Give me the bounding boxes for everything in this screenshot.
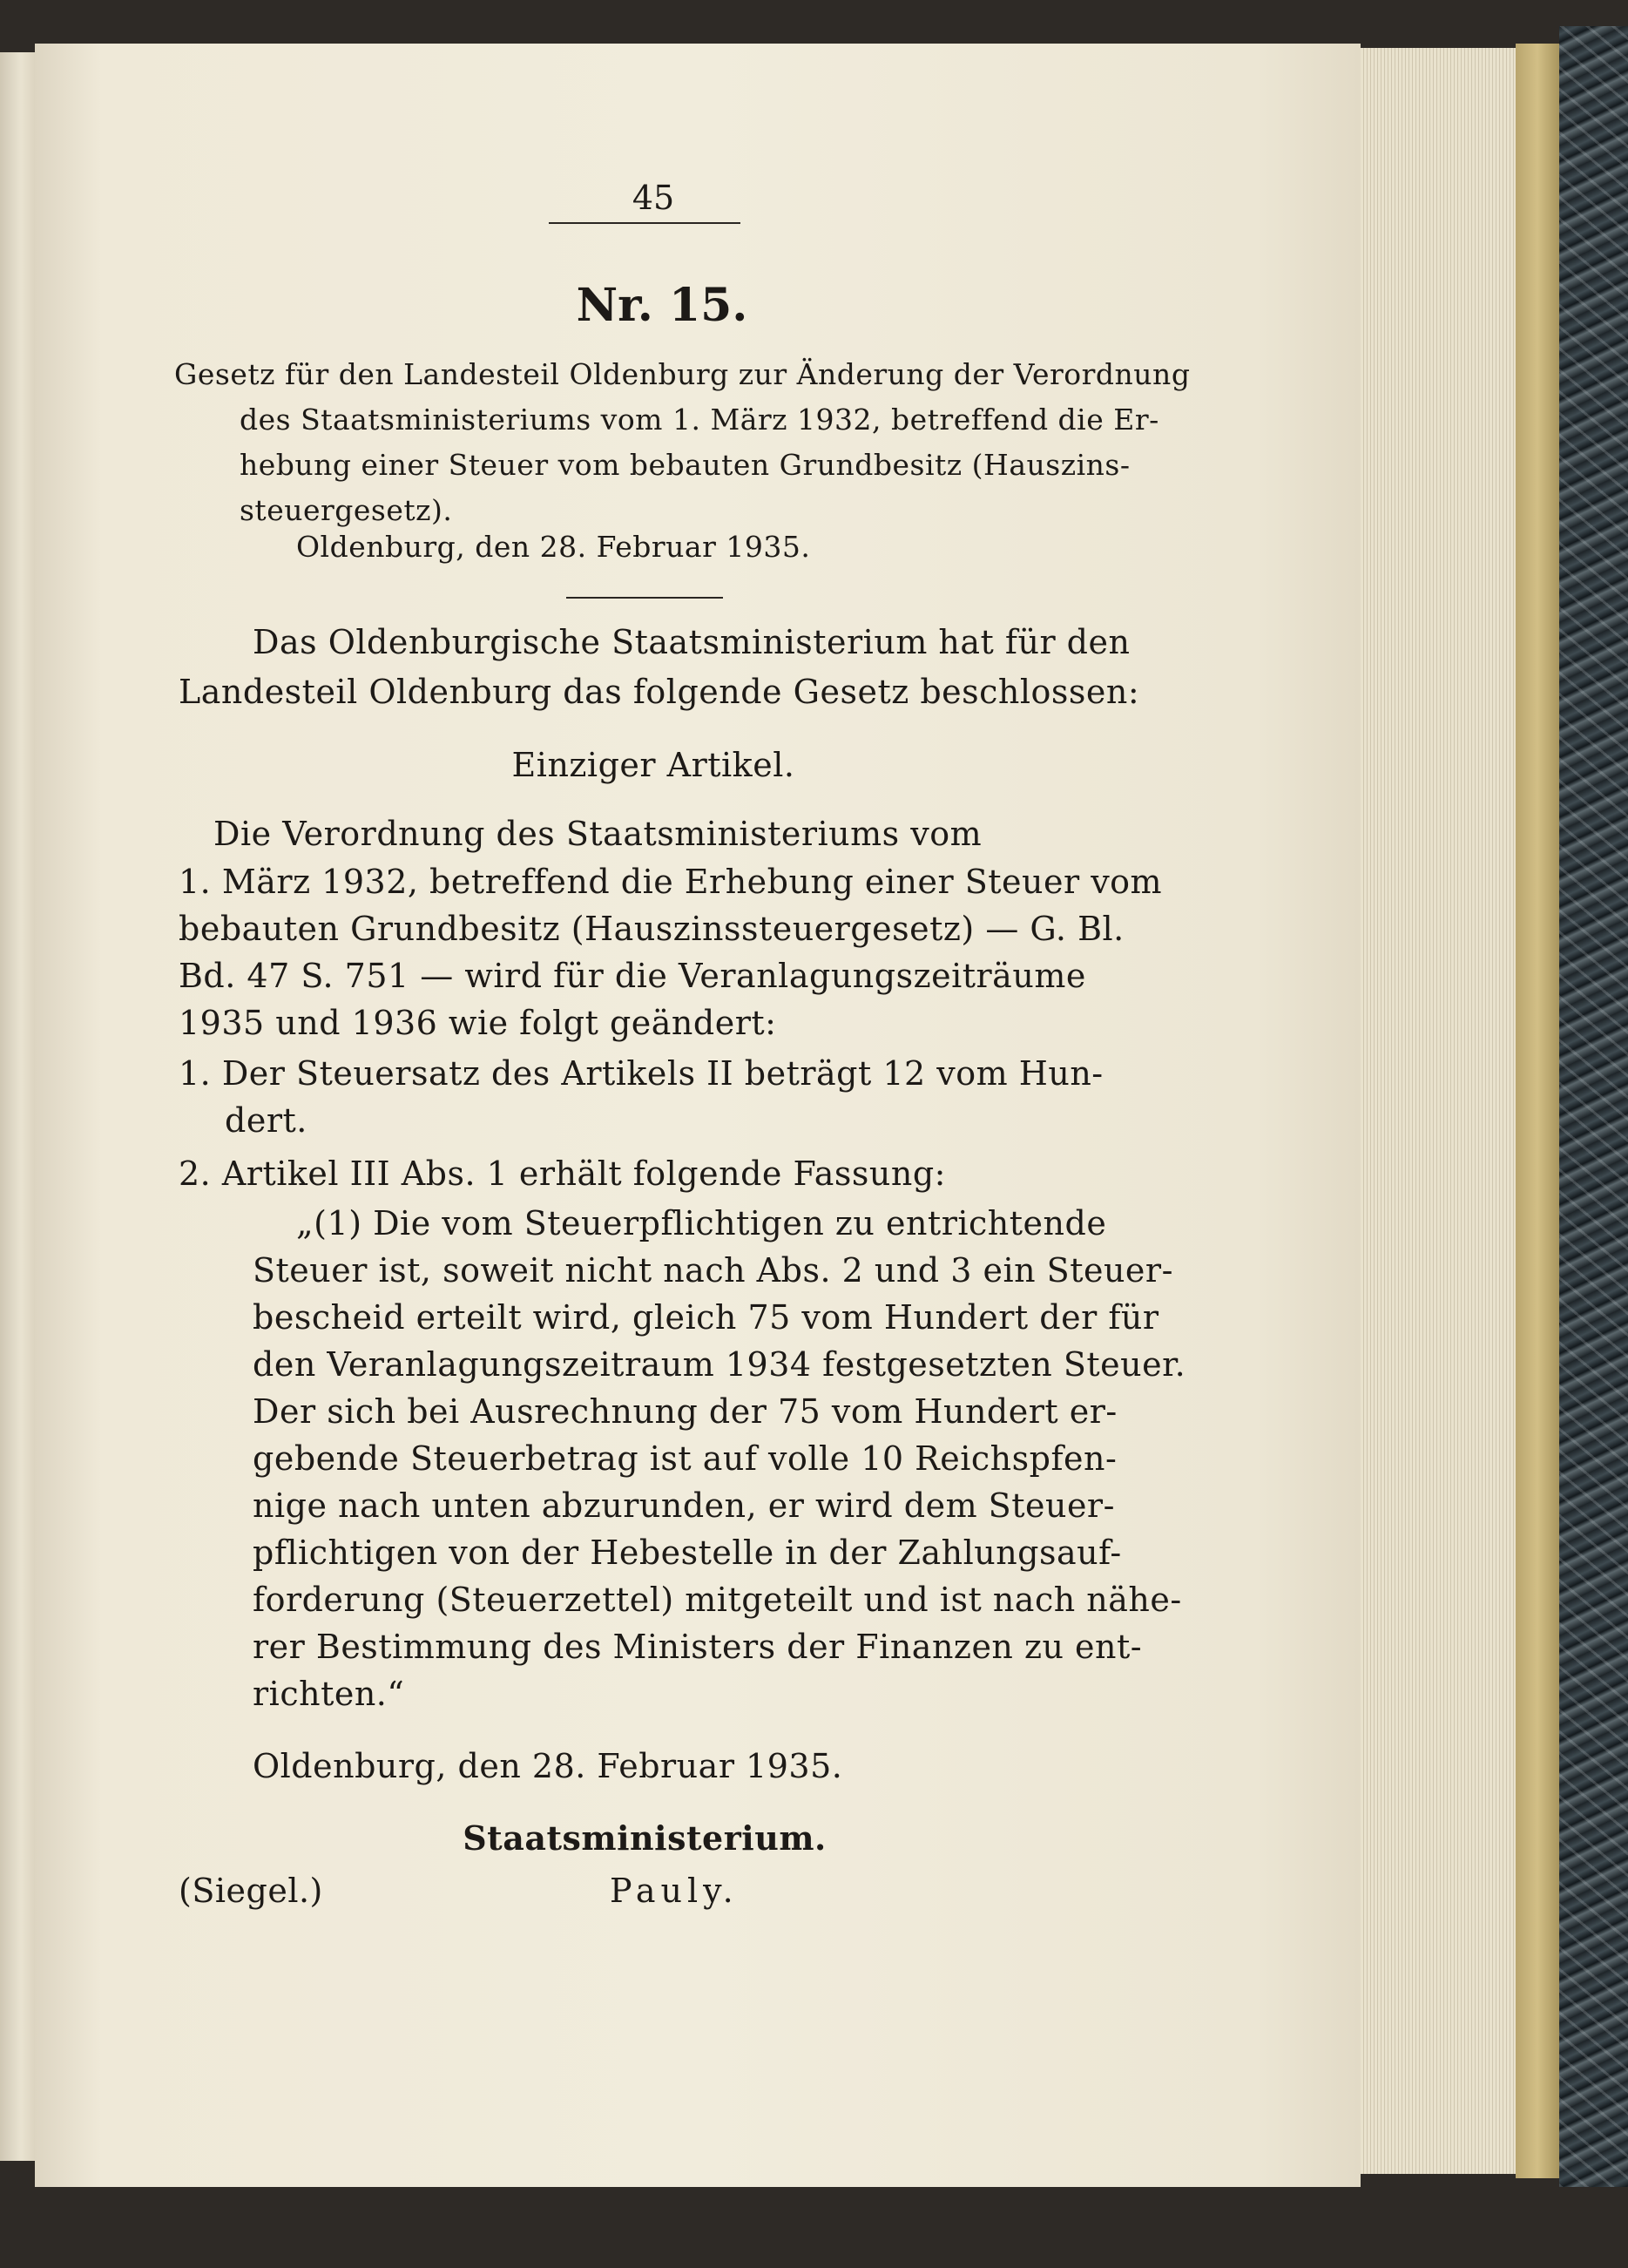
item-2-line: 2. Artikel III Abs. 1 erhält folgende Fassung: <box>179 1154 946 1193</box>
body-line: Bd. 47 S. 751 — wird für die Veranlagungszeiträume <box>179 957 1086 995</box>
body-line: Die Verordnung des Staatsministeriums vom <box>213 815 983 853</box>
quote-line: Der sich bei Ausrechnung der 75 vom Hundert er- <box>253 1392 1118 1431</box>
quote-line: rer Bestimmung des Ministers der Finanzen zu ent- <box>253 1628 1143 1666</box>
quote-line: gebende Steuerbetrag ist auf volle 10 Reichspfen- <box>253 1439 1118 1478</box>
quote-line: „(1) Die vom Steuerpflichtigen zu entrichtende <box>296 1204 1107 1242</box>
quote-line: pflichtigen von der Hebestelle in der Zahlungsauf- <box>253 1533 1122 1572</box>
seal-text: (Siegel.) <box>179 1872 323 1910</box>
quote-line: den Veranlagungszeitraum 1934 festgesetzten Steuer. <box>253 1345 1186 1384</box>
intro-line: Das Oldenburgische Staatsministerium hat für den <box>253 623 1131 661</box>
page-number: 45 <box>632 179 675 217</box>
intro-line: Landesteil Oldenburg das folgende Gesetz beschlossen: <box>179 673 1140 711</box>
article-heading: Einziger Artikel. <box>511 746 795 784</box>
subtitle-line: hebung einer Steuer vom bebauten Grundbesitz (Hauszins- <box>240 448 1131 482</box>
date-header: Oldenburg, den 28. Februar 1935. <box>296 530 811 564</box>
body-line: 1935 und 1936 wie folgt geändert: <box>179 1004 777 1042</box>
gilt-edge <box>1516 44 1559 2178</box>
closing-date: Oldenburg, den 28. Februar 1935. <box>253 1747 843 1785</box>
quote-line: nige nach unten abzurunden, er wird dem Steuer- <box>253 1486 1115 1525</box>
quote-line: bescheid erteilt wird, gleich 75 vom Hundert der für <box>253 1298 1159 1337</box>
signature: Pauly. <box>610 1872 739 1910</box>
ministry-name: Staatsministerium. <box>463 1818 827 1858</box>
marbled-cover <box>1559 26 1628 2187</box>
subtitle-line: Gesetz für den Landesteil Oldenburg zur Änderung der Verordnung <box>174 357 1191 391</box>
header-rule <box>549 222 740 224</box>
quote-line: forderung (Steuerzettel) mitgeteilt und ist nach nähe- <box>253 1581 1182 1619</box>
section-rule <box>566 597 723 599</box>
page-stack <box>1361 48 1526 2174</box>
subtitle-line: steuergesetz). <box>240 493 453 527</box>
body-line: 1. März 1932, betreffend die Erhebung einer Steuer vom <box>179 863 1163 901</box>
quote-line: richten.“ <box>253 1675 405 1713</box>
body-line: bebauten Grundbesitz (Hauszinssteuergesetz) — G. Bl. <box>179 910 1125 948</box>
subtitle-line: des Staatsministeriums vom 1. März 1932, betreffend die Er- <box>240 403 1159 437</box>
quote-line: Steuer ist, soweit nicht nach Abs. 2 und 3 ein Steuer- <box>253 1251 1173 1290</box>
item-1-line: dert. <box>225 1101 307 1140</box>
law-number-title: Nr. 15. <box>576 279 748 332</box>
facing-page-edge <box>0 52 35 2161</box>
item-1-line: 1. Der Steuersatz des Artikels II beträgt 12 vom Hun- <box>179 1054 1104 1093</box>
